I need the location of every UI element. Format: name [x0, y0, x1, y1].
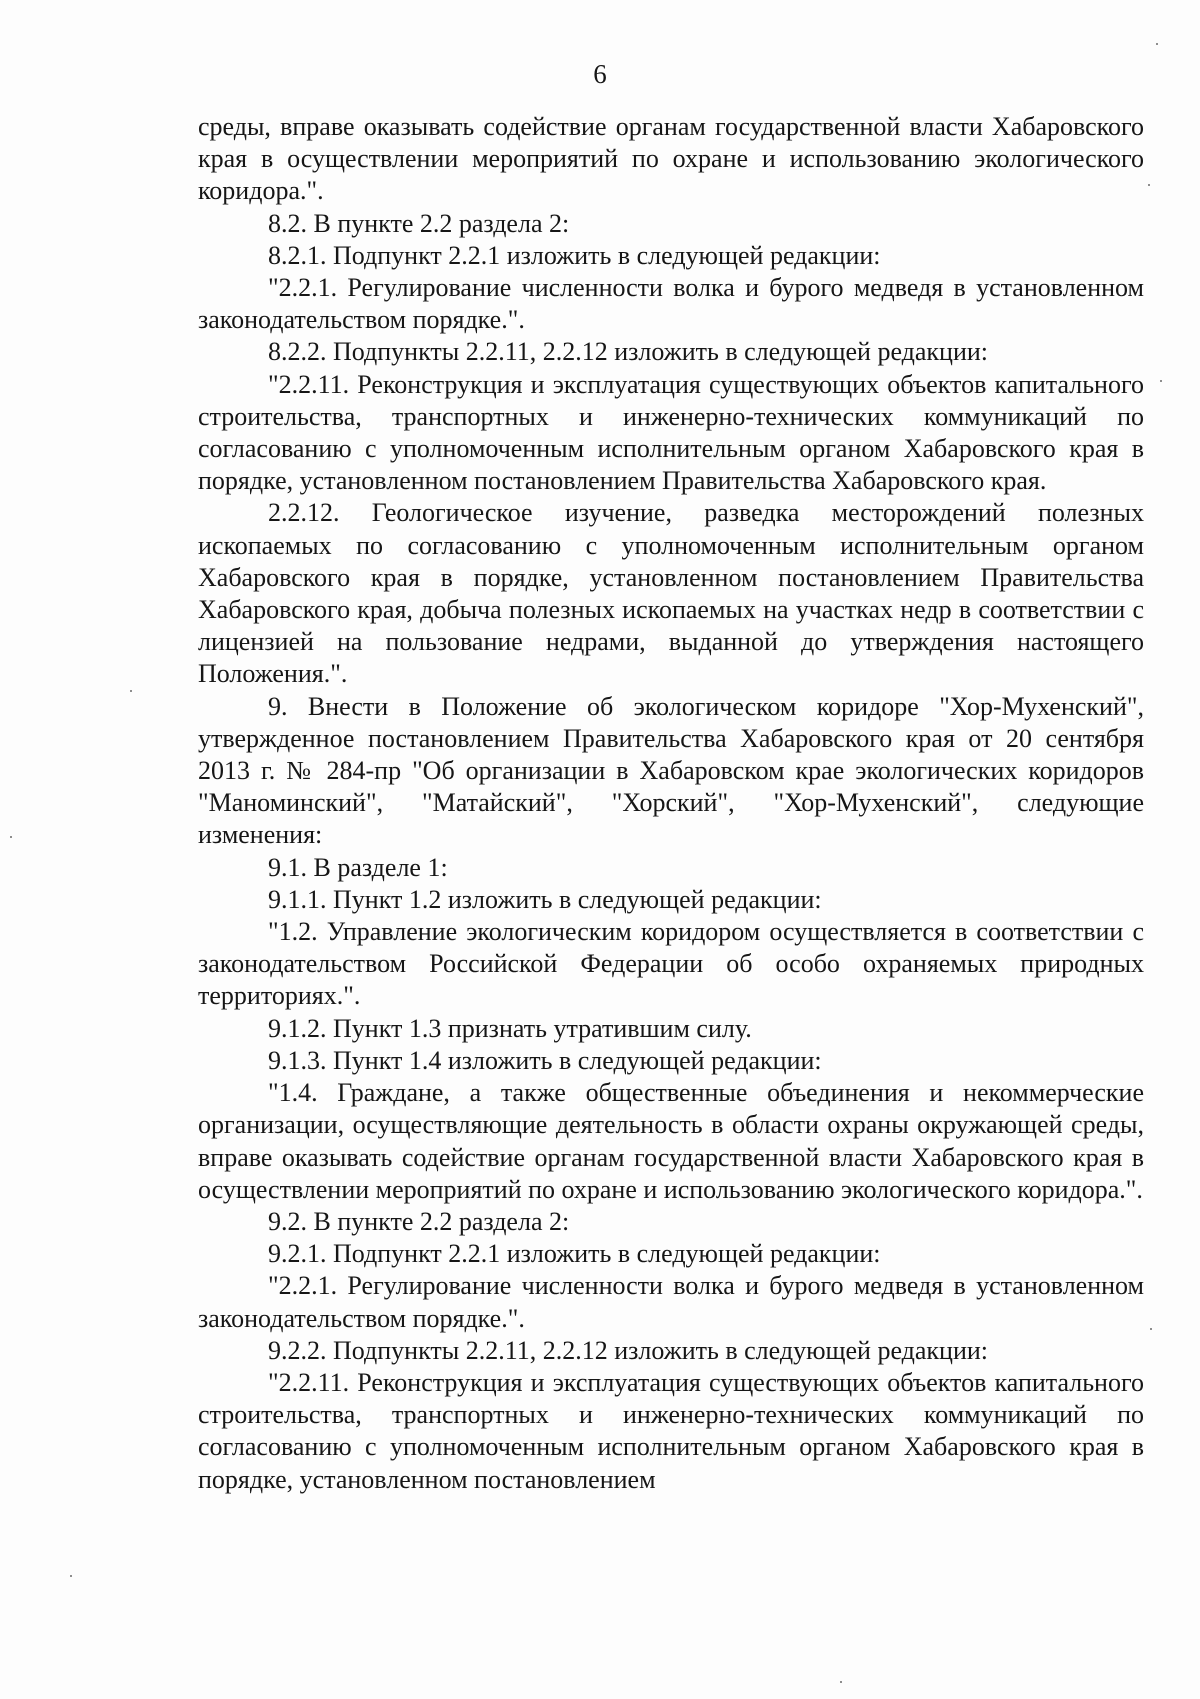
paragraph-9: 9. Внести в Положение об экологическом коридоре "Хор-Мухенский", утвержденное постановлением Правительства Хабаровского края от 20 сентября 2013 г. № 284-пр "Об организации в Хабаровском крае экологических коридоров "Маноминский", "Матайский", "Хорский", "Хор-Мухенский", следующие изменения: — [198, 691, 1144, 850]
paragraph-8-2-2-12-text: 2.2.12. Геологическое изучение, разведка месторождений полезных ископаемых по согласованию с уполномоченным исполнительным органом Хабаровского края в порядке, установленном постановлением Правительства Хабаровского края, добыча полезных ископаемых на участках недр в соответствии с лицензией на пользование недрами, выданной до утверждения настоящего Положения.". — [198, 498, 1144, 689]
paragraph-9-1-2: 9.1.2. Пункт 1.3 признать утратившим силу. — [268, 1013, 752, 1043]
paragraph-9-2-1-text: "2.2.1. Регулирование численности волка и бурого медведя в установленном законодательством порядке.". — [198, 1271, 1144, 1333]
paragraph-9-1-3-text: "1.4. Граждане, а также общественные объединения и некоммерческие организации, осуществляющие деятельность в области охраны окружающей среды, вправе оказывать содействие органам государственной власти Хабаровского края в осуществлении мероприятий по охране и использованию экологического коридора.". — [198, 1078, 1144, 1204]
page-number: 6 — [593, 59, 607, 89]
scan-speck — [1156, 43, 1158, 45]
scan-speck — [130, 690, 132, 692]
document-body — [198, 111, 1144, 1496]
paragraph-8-2-1: 8.2.1. Подпункт 2.2.1 изложить в следующей редакции: — [268, 240, 881, 270]
paragraph-9-2-2: 9.2.2. Подпункты 2.2.11, 2.2.12 изложить в следующей редакции: — [268, 1335, 989, 1365]
paragraph-8-2-1-text: "2.2.1. Регулирование численности волка и бурого медведя в установленном законодательством порядке.". — [198, 273, 1144, 335]
scan-speck — [1148, 184, 1150, 186]
paragraph-8-2: 8.2. В пункте 2.2 раздела 2: — [268, 208, 570, 238]
paragraph-8-2-2: 8.2.2. Подпункты 2.2.11, 2.2.12 изложить в следующей редакции: — [268, 337, 989, 367]
scan-speck — [840, 1681, 842, 1683]
paragraph-8-2-2-11-text: "2.2.11. Реконструкция и эксплуатация существующих объектов капитального строительства, транспортных и инженерно-технических коммуникаций по согласованию с уполномоченным исполнительным органом Хабаровского края в порядке, установленном постановлением Правительства Хабаровского края. — [198, 369, 1144, 496]
paragraph-continuation: среды, вправе оказывать содействие органам государственной власти Хабаровского края в осуществлении мероприятий по охране и использованию экологического коридора.". — [198, 112, 1144, 206]
paragraph-9-1-3: 9.1.3. Пункт 1.4 изложить в следующей редакции: — [268, 1045, 822, 1075]
paragraph-9-1-1-text: "1.2. Управление экологическим коридором осуществляется в соответствии с законодательством Российской Федерации об особо охраняемых природных территориях.". — [198, 917, 1144, 1011]
paragraph-9-2-1: 9.2.1. Подпункт 2.2.1 изложить в следующей редакции: — [268, 1239, 881, 1269]
paragraph-9-1: 9.1. В разделе 1: — [268, 852, 448, 882]
scan-speck — [1160, 380, 1162, 382]
paragraph-9-2: 9.2. В пункте 2.2 раздела 2: — [268, 1206, 570, 1236]
scan-speck — [70, 1575, 72, 1577]
paragraph-9-1-1: 9.1.1. Пункт 1.2 изложить в следующей редакции: — [268, 884, 822, 914]
scan-speck — [1150, 1328, 1152, 1330]
paragraph-9-2-2-11-text: "2.2.11. Реконструкция и эксплуатация существующих объектов капитального строительства, транспортных и инженерно-технических коммуникаций по согласованию с уполномоченным исполнительным органом Хабаровского края в порядке, установленном постановлением — [198, 1367, 1144, 1494]
scan-speck — [10, 836, 12, 838]
